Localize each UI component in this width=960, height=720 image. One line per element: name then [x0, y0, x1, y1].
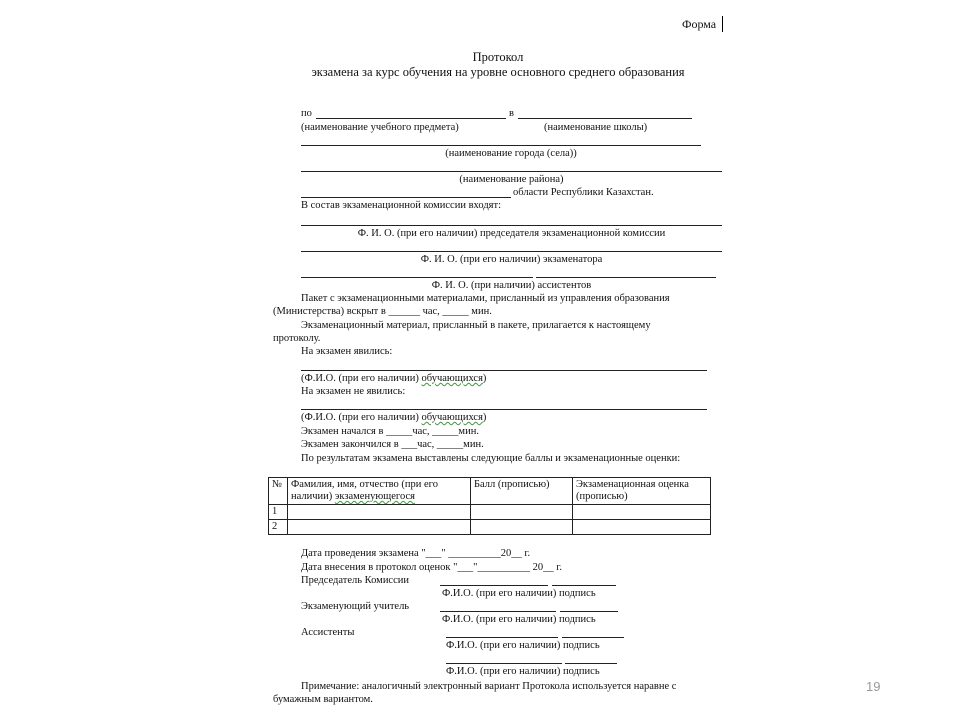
row-grade-cell[interactable]	[573, 505, 711, 520]
material-line-2: протоколу.	[273, 333, 321, 344]
entry-date: Дата внесения в протокол оценок "___"__________ 20__ г.	[301, 562, 562, 573]
district-caption: (наименование района)	[459, 174, 564, 185]
results-intro: По результатам экзамена выставлены следующие баллы и экзаменационные оценки:	[301, 453, 681, 464]
table-row	[269, 505, 711, 520]
row-num: 1	[269, 505, 288, 520]
form-label: Форма	[682, 17, 717, 31]
attended-caption: (Ф.И.О. (при его наличии) обучающихся)	[301, 373, 487, 384]
teacher-name-line[interactable]	[440, 611, 556, 612]
attended-line[interactable]	[301, 370, 707, 371]
region-line[interactable]	[301, 197, 511, 198]
city-line[interactable]	[301, 145, 701, 146]
material-line-1: Экзаменационный материал, присланный в пакете, прилагается к настоящему	[301, 320, 651, 331]
city-caption: (наименование города (села))	[445, 148, 577, 159]
row-num: 2	[269, 520, 288, 535]
assistant2-name-line[interactable]	[446, 663, 562, 664]
po-label: по	[301, 108, 312, 119]
assistant-line-1[interactable]	[301, 277, 533, 278]
chairman-line[interactable]	[301, 225, 722, 226]
header-score: Балл (прописью)	[471, 478, 573, 505]
assistant1-sign-caption: Ф.И.О. (при его наличии) подпись	[446, 640, 600, 651]
assistant1-sign-line[interactable]	[562, 637, 624, 638]
subject-line[interactable]	[316, 118, 506, 119]
region-text: области Республики Казахстан.	[513, 187, 654, 198]
teacher-sign-line[interactable]	[560, 611, 618, 612]
assistant-line-2[interactable]	[536, 277, 716, 278]
school-line[interactable]	[518, 118, 692, 119]
table-row	[269, 520, 711, 535]
row-grade-cell[interactable]	[573, 520, 711, 535]
examiner-line[interactable]	[301, 251, 722, 252]
not-attended-line[interactable]	[301, 409, 707, 410]
exam-date: Дата проведения экзамена "___" __________20__ г.	[301, 548, 531, 559]
slide-number: 19	[866, 679, 881, 694]
chairman-caption: Ф. И. О. (при его наличии) председателя экзаменационной комиссии	[357, 228, 666, 239]
row-name-cell[interactable]	[288, 520, 471, 535]
assistant2-sign-caption: Ф.И.О. (при его наличии) подпись	[446, 666, 600, 677]
header-num: №	[269, 478, 288, 505]
assistant2-sign-line[interactable]	[565, 663, 617, 664]
note-line-2: бумажным вариантом.	[273, 694, 373, 705]
row-score-cell[interactable]	[471, 520, 573, 535]
chairman-sign-line[interactable]	[552, 585, 616, 586]
subject-caption: (наименование учебного предмета)	[301, 122, 459, 133]
exam-ended: Экзамен закончился в ___час, _____мин.	[301, 439, 484, 450]
teacher-label: Экзаменующий учитель	[301, 601, 410, 612]
scores-table	[268, 477, 711, 535]
header-grade: Экзаменационная оценка (прописью)	[573, 478, 711, 505]
assistant1-name-line[interactable]	[446, 637, 558, 638]
note-line-1: Примечание: аналогичный электронный вариант Протокола используется наравне с	[301, 681, 677, 692]
row-name-cell[interactable]	[288, 505, 471, 520]
assistants-caption: Ф. И. О. (при наличии) ассистентов	[431, 280, 592, 291]
commission-intro: В состав экзаменационной комиссии входят:	[301, 200, 502, 211]
examiner-caption: Ф. И. О. (при его наличии) экзаменатора	[420, 254, 603, 265]
not-attended-caption: (Ф.И.О. (при его наличии) обучающихся)	[301, 412, 487, 423]
table-header-row	[269, 478, 711, 505]
attended-label: На экзамен явились:	[301, 346, 393, 357]
chairman-name-line[interactable]	[440, 585, 548, 586]
chairman-sign-caption: Ф.И.О. (при его наличии) подпись	[442, 588, 596, 599]
document-title: Протокол	[472, 50, 524, 64]
package-line-1: Пакет с экзаменационными материалами, присланный из управления образования	[301, 293, 670, 304]
school-caption: (наименование школы)	[544, 122, 648, 133]
assistants-label: Ассистенты	[301, 627, 355, 638]
teacher-sign-caption: Ф.И.О. (при его наличии) подпись	[442, 614, 596, 625]
v-label: в	[509, 108, 514, 119]
text-cursor	[722, 16, 723, 32]
document-subtitle: экзамена за курс обучения на уровне основного среднего образования	[311, 65, 685, 79]
header-name: Фамилия, имя, отчество (при его наличии) экзаменующегося	[288, 478, 471, 505]
chairman-label: Председатель Комиссии	[301, 575, 409, 586]
row-score-cell[interactable]	[471, 505, 573, 520]
package-line-2: (Министерства) вскрыт в ______ час, _____ мин.	[273, 306, 492, 317]
district-line[interactable]	[301, 171, 722, 172]
exam-started: Экзамен начался в _____час, _____мин.	[301, 426, 479, 437]
not-attended-label: На экзамен не явились:	[301, 386, 406, 397]
